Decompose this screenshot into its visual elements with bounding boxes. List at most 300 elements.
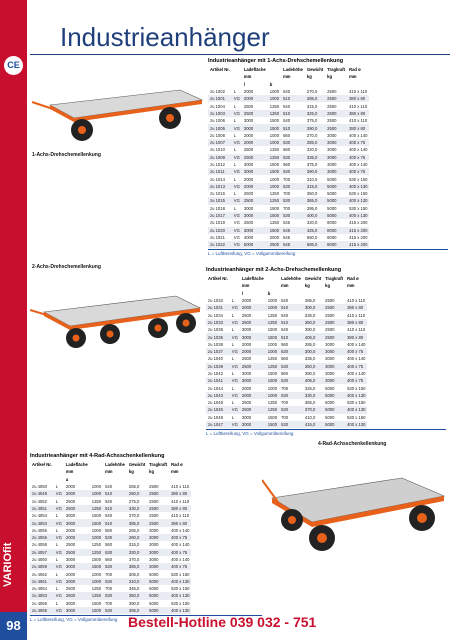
table-cell: 530 [103,534,127,541]
table-cell: 3000 [323,377,345,384]
table-cell: zu 1011 [208,168,232,175]
table-cell: 1000 [269,89,280,95]
table-cell: 410 x 110 [349,89,368,95]
caption-1-axle: 1-Achs-Drehschemellenkung [32,152,101,158]
table-cell: 2500 [65,498,76,504]
table-cell: VG [55,520,62,526]
table-cell: 510 [103,505,127,512]
table-cell: L [233,205,237,211]
table-cell: 400 x 140 [347,356,366,362]
table-cell: zu 1017 [208,212,232,219]
table-cell: 1250 [269,191,280,197]
column-header [208,81,232,88]
table-cell: 3000 [243,205,254,211]
table-row [30,534,191,541]
table-cell: 3000 [242,227,268,234]
table-cell: 1500 [269,227,280,233]
table-cell: 1500 [267,371,278,376]
table-row [30,527,191,534]
table-cell: 330,0 [127,549,147,556]
table-cell: 700 [281,385,289,391]
column-header: Ladehöhe [281,276,301,282]
table-row [206,377,367,384]
column-header [303,290,323,297]
table-cell: 410 x 110 [347,298,366,304]
table-cell: zu 1002 [210,89,225,95]
table-cell: 5000 [323,392,345,399]
table-cell: 2500 [64,549,90,556]
column-header [103,476,127,483]
table-cell: 400 x 130 [171,608,190,614]
column-header [90,461,103,468]
table-cell: 410,0 [304,414,316,420]
table-cell: 585,0 [305,241,325,248]
table-cell: 700 [281,400,289,406]
table-cell: 530 [103,549,127,556]
table-cell: 400,0 [305,212,325,219]
table-cell: L [233,103,237,109]
column-header [268,66,281,73]
table-cell: 545 [281,241,305,248]
table-cell: 5000 [323,406,345,413]
table-cell: 3000 [243,162,254,167]
table-cell: 530 [103,578,127,585]
table-cell: zu 1006 [210,118,225,124]
table-cell: 1000 [267,341,278,347]
table-cell: 3000 [242,212,268,219]
table-cell: 560 [281,371,289,376]
table-cell: L [55,484,59,490]
caption-4-wheel: 4-Rad-Achsschenkellenkung [318,441,387,447]
table-row [208,102,369,109]
table-cell: 285,0 [304,341,316,347]
table-cell: 540 [283,118,291,124]
table-cell: 2500 [242,197,268,204]
table-row [30,556,191,563]
table-cell: L [231,356,235,362]
table-cell: 2000 [240,304,266,311]
table-cell: 3000 [147,549,169,556]
table-cell: VG [233,169,240,175]
table-cell: 530 x 150 [349,176,368,182]
table-row [206,384,367,391]
table-cell: 2500 [241,400,252,406]
table-cell: 410 x 110 [171,498,190,504]
table-cell: zu 4050 [32,484,47,490]
product-table [206,275,367,428]
table-cell: L [233,176,237,182]
table-cell: 2500 [325,298,335,304]
table-cell: 3000 [65,513,76,519]
table-row [206,406,367,413]
table-cell: 1250 [267,319,278,325]
table-row [30,600,191,607]
table-cell: 545 [283,234,291,240]
table-cell: 2000 [242,139,268,146]
column-header: Tragkraft [149,462,168,468]
column-header: mm [241,283,250,289]
table-row [30,541,191,548]
table-cell: zu 1033 [206,319,230,326]
table-cell: 2500 [325,124,347,131]
table-cell: 1500 [269,125,280,131]
table-cell: 3000 [325,154,347,161]
table-cell: 415,0 [303,421,323,428]
table-cell: 530 [281,139,305,146]
table-cell: 2500 [149,498,159,504]
table-row [30,512,191,519]
table-cell: 320,0 [306,147,318,153]
table-cell: L [233,162,237,167]
table-cell: zu 4049 [30,490,54,497]
table-cell: 3000 [241,371,252,376]
table-cell: 2000 [243,89,254,95]
table-cell: 560 [105,542,113,548]
table-cell: 400 x 140 [171,557,190,562]
table-cell: zu 1007 [208,139,232,146]
table-cell: 5000 [147,592,169,599]
table-cell: L [55,498,59,504]
table-title: Industrieanhänger mit 2-Achs-Drehschemellenkung [206,267,342,273]
table-cell: 2500 [241,312,252,318]
table-cell: 510 [103,519,127,526]
table-cell: 410 x 110 [349,118,368,124]
table-cell: L [233,147,237,153]
table-cell: 5000 [325,212,347,219]
tyre-legend: L = Luftbereifung, VG = Vollgummibereifung [30,615,262,622]
order-hotline: Bestell-Hotline 039 032 - 751 [128,614,317,630]
table-cell: 2500 [325,312,335,318]
table-cell: 2500 [240,319,266,326]
table-cell: 1000 [267,305,278,311]
title-rule [30,54,450,55]
table-cell: zu 4053 [30,519,54,526]
table-cell: 2500 [242,154,268,161]
table-cell: zu 1045 [206,406,230,413]
table-cell: zu 4052 [32,498,47,504]
tyre-legend: L = Luftbereifung, VG = Vollgummibereifung [208,249,448,256]
page-title: Industrieanhänger [60,22,270,52]
table-cell: VG [231,378,238,384]
table-cell: 2500 [269,242,280,248]
table-cell: 370,0 [303,406,323,413]
table-cell: 530 x 150 [171,600,190,606]
column-header: mm [171,469,179,475]
table-cell: 265,0 [128,527,140,533]
table-cell: 540 [281,327,289,333]
table-cell: 415 x 200 [349,242,368,248]
column-header [325,81,347,88]
table-cell: 2500 [65,542,76,548]
column-header: Gewicht [304,276,322,282]
table-cell: 700 [283,176,291,182]
table-cell: 2000 [241,298,252,304]
table-cell: 530 x 150 [171,571,190,577]
table-cell: L [233,132,237,138]
table-cell: 560 [281,356,289,362]
table-cell: 1250 [267,400,278,406]
table-cell: L [231,312,235,318]
table-cell: 310,0 [306,176,318,182]
table-row [208,197,369,204]
table-cell: 390,0 [128,600,140,606]
table-cell: zu 1032 [208,298,223,304]
table-cell: 3000 [325,139,347,146]
table-cell: 400 x 130 [349,198,368,204]
table-cell: 3000 [65,557,76,562]
table-cell: 410 x 110 [171,513,190,519]
table-cell: 1000 [91,491,102,497]
table-cell: 400 x 75 [347,154,369,161]
table-cell: zu 4061 [30,578,54,585]
column-header: Artikel Nr. [208,276,228,282]
table-cell: 385,0 [127,563,147,570]
column-header: kg [128,469,134,475]
table-cell: 545 [283,220,291,226]
table-row [208,95,369,102]
table-cell: 2500 [243,103,254,109]
table-cell: 3000 [241,327,252,333]
table-header-row [208,73,369,80]
table-header-row [206,282,367,289]
table-cell: 3000 [325,341,335,347]
table-cell: zu 1015 [208,197,232,204]
table-cell: 2000 [65,484,76,490]
table-cell: 3000 [64,563,90,570]
table-cell: 530 x 150 [347,400,366,406]
table-cell: 410 x 110 [347,327,366,333]
table-cell: 540 [283,103,291,109]
table-cell: 1500 [91,557,102,562]
tyre-legend: L = Luftbereifung, VG = Vollgummibereifung [206,429,446,436]
trailer-4-wheel-image [262,450,447,560]
table-cell: 410 x 110 [347,312,366,318]
table-row [208,132,369,139]
column-header [279,290,303,297]
table-cell: 530 [281,212,305,219]
table-cell: 8000 [327,234,337,240]
column-header [347,81,369,88]
table-row [30,505,191,512]
table-row [30,497,191,504]
column-header: l [243,81,246,87]
table-cell: 1500 [267,422,278,428]
table-cell: 530 [279,363,303,370]
table-cell: 5000 [242,241,268,248]
table-cell: 415 x 200 [349,234,368,240]
table-cell: zu 1034 [208,312,223,318]
column-header: Gewicht [306,67,324,73]
table-row [208,219,369,226]
table-cell: VG [55,535,62,541]
table-cell: 1500 [91,520,102,526]
table-row [208,139,369,146]
table-cell: 1500 [269,169,280,175]
table-cell: 2500 [64,505,90,512]
table-cell: 2500 [323,319,345,326]
table-cell: 2500 [149,484,159,490]
table-cell: 2500 [242,110,268,117]
table-cell: VG [233,154,240,160]
table-cell: 700 [105,571,113,577]
table-cell: L [55,557,59,562]
table-cell: 315,0 [128,542,140,548]
table-cell: VG [55,578,62,584]
table-cell: 5000 [327,176,337,182]
table-cell: 380 x 80 [345,319,367,326]
table-cell: 330,0 [127,505,147,512]
table-header-row [206,290,367,297]
table-cell: 2500 [323,304,345,311]
table-cell: 400 x 75 [169,549,191,556]
table-row [208,234,369,241]
table-cell: 5000 [147,607,169,614]
column-header [268,73,281,80]
table-cell: 3000 [64,607,90,614]
column-header [345,290,367,297]
table-cell: 1250 [269,220,280,226]
product-table [208,66,369,248]
column-header: Ladehöhe [283,67,303,73]
column-header [169,476,191,483]
table-cell: 4000 [243,234,254,240]
table-cell: 1250 [267,363,278,369]
table-cell: 1250 [91,542,102,548]
table-cell: 510 [279,319,303,326]
table-cell: VG [233,220,240,226]
table-cell: 3000 [64,519,90,526]
table-cell: 510 [279,304,303,311]
table-section-1-axle [208,58,448,256]
table-cell: 280,0 [127,490,147,497]
table-cell: 2000 [269,234,280,240]
table-cell: 3000 [325,168,347,175]
table-cell: 700 [105,600,113,606]
table-cell: 530 [281,183,305,190]
table-cell: 560 [105,557,113,562]
column-header [266,275,279,282]
table-cell: VG [233,213,240,219]
table-cell: VG [233,227,240,233]
table-cell: 390,0 [305,168,325,175]
table-cell: 3000 [327,147,337,153]
table-cell: 540 [283,89,291,95]
table-cell: 1000 [91,571,102,577]
table-row [208,227,369,234]
table-header-row [206,275,367,282]
table-cell: 410 x 110 [171,484,190,490]
table-cell: zu 1041 [206,377,230,384]
table-row [208,161,369,168]
table-section-4-wheel [30,453,262,622]
table-cell: 560 [283,162,291,167]
table-cell: zu 4054 [32,513,47,519]
column-header [30,476,54,483]
table-cell: 400 x 130 [171,593,190,599]
table-cell: 410 x 110 [349,103,368,109]
table-cell: 325,0 [304,385,316,391]
column-header [305,81,325,88]
table-cell: VG [231,305,238,311]
table-cell: 700 [283,191,291,197]
table-cell: 3000 [243,118,254,124]
table-cell: 510 [281,110,305,117]
table-cell: 3000 [242,124,268,131]
table-cell: 510 [281,124,305,131]
table-cell: 530 [279,392,303,399]
table-cell: 415 x 200 [349,227,368,233]
table-cell: 530 [279,348,303,355]
table-cell: 1000 [267,385,278,391]
column-header [232,81,242,88]
table-row [206,311,367,318]
table-cell: 1000 [91,535,102,541]
column-header [230,290,240,297]
table-cell: 380 x 80 [347,110,369,117]
column-header: Ladefläche [241,276,264,282]
table-cell: zu 4056 [32,527,47,533]
table-cell: 400 x 75 [345,348,367,355]
table-cell: L [233,89,237,95]
table-cell: 315,0 [305,183,325,190]
table-cell: 2500 [240,406,266,413]
table-row [208,168,369,175]
table-cell: 1500 [91,608,102,614]
table-cell: 560 [283,147,291,153]
table-cell: 400 x 75 [169,534,191,541]
table-cell: 400 x 75 [347,139,369,146]
column-header: b [267,290,271,296]
table-cell: VG [233,198,240,204]
column-header: mm [283,74,291,80]
table-cell: 350,0 [306,191,318,197]
table-row [206,392,367,399]
table-cell: 1250 [267,356,278,362]
table-cell: 335,0 [304,356,316,362]
table-cell: 285,0 [305,139,325,146]
table-cell: 265,0 [128,484,140,490]
table-cell: 2500 [327,103,337,109]
column-header: mm [65,469,74,475]
table-cell: 2000 [241,385,252,391]
table-cell: 350,0 [303,319,323,326]
table-cell: 1500 [91,600,102,606]
table-row [208,110,369,117]
table-cell: 2500 [64,592,90,599]
table-cell: zu 4066 [32,600,47,606]
table-cell: 415 x 200 [349,220,368,226]
table-title: Industrieanhänger mit 4-Rad-Achsschenkellenkung [30,453,165,459]
table-cell: 2000 [242,183,268,190]
column-header: kg [325,283,331,289]
table-cell: 530 x 150 [349,205,368,211]
left-sidebar [0,0,27,640]
table-row [206,304,367,311]
table-cell: 405,0 [303,333,323,340]
table-cell: 3000 [240,377,266,384]
table-cell: 345,0 [128,586,140,592]
table-cell: 2500 [240,363,266,370]
table-cell: VG [233,242,240,248]
table-cell: VG [231,392,238,398]
table-cell: 530 x 150 [349,191,368,197]
table-cell: 1500 [267,334,278,340]
table-cell: VG [231,407,238,413]
table-cell: 2500 [327,118,337,124]
table-cell: 1250 [91,593,102,599]
table-cell: VG [55,608,62,614]
column-header [230,282,240,289]
